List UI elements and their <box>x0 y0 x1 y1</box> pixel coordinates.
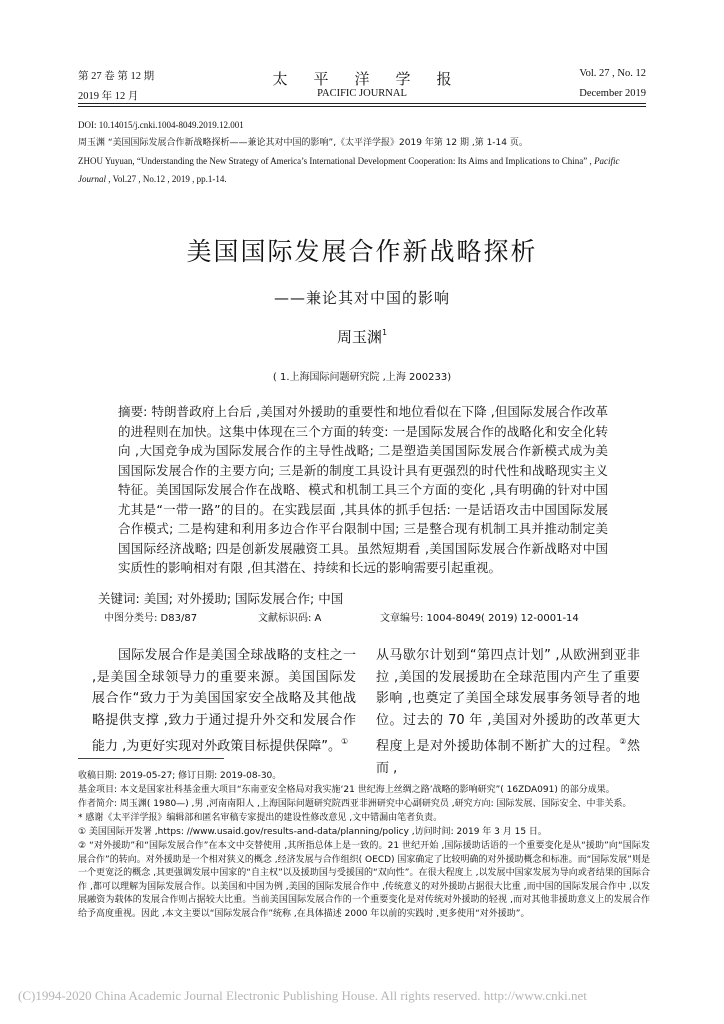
journal-name-en: PACIFIC JOURNAL <box>317 88 407 99</box>
acknowledgement: * 感谢《太平洋学报》编辑部和匿名审稿专家提出的建设性修改意见 ,文中错漏由笔者负责。 <box>78 813 443 823</box>
citation-en-journal-cont: Journal <box>78 174 106 184</box>
author <box>0 326 724 347</box>
author-bio: 作者简介: 周玉渊( 1980—) ,男 ,河南南阳人 ,上海国际问题研究院西亚非洲研究中心副研究员 ,研究方向: 国际发展、国际安全、中非关系。 <box>78 799 632 809</box>
author-name: 周玉渊 <box>336 328 382 346</box>
journal-name-cn: 太平洋学报 <box>272 70 478 88</box>
keywords <box>98 589 343 607</box>
clc-number: 中图分类号: D83/87 <box>104 613 198 624</box>
citation-en-line1 <box>78 152 646 171</box>
copyright-watermark: (C)1994-2020 China Academic Journal Electronic Publishing House. All rights reserved. http://www.cnki.net <box>18 988 587 1003</box>
date-en: December 2019 <box>579 88 646 99</box>
citation-en-journal: Pacific <box>594 156 620 166</box>
footnote-2: ② “对外援助”和“国际发展合作”在本文中交替使用 ,其所指总体上是一致的。21 世纪开始 ,国际援助话语的一个重要变化是从“援助”向“国际发展合作”的转向。对外援助是一个相对狭义的概念 ,经济发展与合作组织( OECD) 国家确定了比较明确的对外援助概念和标准。而“国际发展”则是一个更宽泛的概念 ,其更强调发展中国家的“自主权”以及援助国与受援国的“双向性”。在很大程度上 ,以发展中国家发展为导向或者结果的国际合作 ,都可以理解为国际发展合作。以美国和中国为例 ,美国的国际发展合作中 ,传统意义的对外援助占据很大比重 ,而中国的国际发展合作中 ,以发展融资为载体的发展合作则占据较大比重。当前美国国际发展合作的一个重要变化是对传统对外援助的轻视 ,而对其他非援助意义上的发展合作给予高度重视。因此 ,本文主要以“国际发展合作”统称 ,在具体描述 2000 年以前的实践时 ,更多使用“对外援助”。 <box>78 841 650 919</box>
article-subtitle: ——兼论其对中国的影响 <box>273 289 450 307</box>
citation-en-volume: , Vol.27 , No.12 , 2019 , pp.1-14. <box>106 174 227 184</box>
affiliation: ( 1.上海国际问题研究院 ,上海 200233) <box>272 372 452 383</box>
abstract-label: 摘要: <box>118 404 148 419</box>
date-cn: 2019 年 12 月 <box>78 91 139 102</box>
footnote-ref-1[interactable]: ① <box>341 737 349 746</box>
body-column-right <box>376 645 640 779</box>
article-title: 美国国际发展合作新战略探析 <box>186 237 538 266</box>
footnote-1[interactable]: ① 美国国际开发署 ,https: //www.usaid.gov/results-and-data/planning/policy ,访问时间: 2019 年 3 月 15 日。 <box>78 827 547 837</box>
body-column-left <box>92 645 356 758</box>
header-rule-top <box>78 103 646 104</box>
body-right-continuation: 然而 , <box>376 739 640 776</box>
body-left-text: 国际发展合作是美国全球战略的支柱之一 ,是美国全球领导力的重要来源。美国国际发展合作“致力于为美国国家安全战略及其他战略提供支撑 ,致力于通过提升外交和发展合作能力 ,为更好实现对外政策目标提供保障”。 <box>92 648 356 754</box>
citation-en-line2 <box>78 170 646 189</box>
footnote-divider <box>78 758 224 759</box>
citation-en-text: ZHOU Yuyuan, “Understanding the New Strategy of America’s International Development Cooperation: Its Aims and Implications to China” , <box>78 156 595 166</box>
doi[interactable]: DOI: 10.14015/j.cnki.1004-8049.2019.12.001 <box>78 120 244 130</box>
fund-project: 基金项目: 本文是国家社科基金重大项目“东南亚安全格局对我实施‘21 世纪海上丝绸之路’战略的影响研究”( 16ZDA091) 的部分成果。 <box>78 785 615 795</box>
footnote-ref-2[interactable]: ② <box>619 737 627 746</box>
keywords-label: 关键词: <box>98 591 140 606</box>
author-affiliation-marker: 1 <box>381 328 388 337</box>
document-code: 文献标识码: A <box>258 613 322 624</box>
keywords-text: 美国; 对外援助; 国际发展合作; 中国 <box>139 591 344 606</box>
volume-issue-cn: 第 27 卷 第 12 期 <box>78 71 155 82</box>
header-rule-bottom <box>78 106 646 107</box>
received-date: 收稿日期: 2019-05-27; 修订日期: 2019-08-30。 <box>78 771 282 781</box>
article-number: 文章编号: 1004-8049( 2019) 12-0001-14 <box>380 613 579 624</box>
volume-issue-en: Vol. 27 , No. 12 <box>579 68 646 79</box>
abstract <box>118 402 608 578</box>
abstract-text: 特朗普政府上台后 ,美国对外援助的重要性和地位看似在下降 ,但国际发展合作改革的进程则在加快。这集中体现在三个方面的转变: 一是国际发展合作的战略化和安全化转向 ,大国竞争成为国际发展合作的主导性战略; 二是塑造美国国际发展合作新模式成为美国国际发展合作的主要方向; 三是新的制度工具设计具有更强烈的时代性和战略现实主义特征。美国国际发展合作在战略、模式和机制工具三个方面的变化 ,具有明确的针对中国尤其是“一带一路”的目的。在实践层面 ,其具体的抓手包括: 一是话语攻击中国国际发展合作模式; 二是构建和利用多边合作平台限制中国; 三是整合现有机制工具并推动制定美国国际经济战略; 四是创新发展融资工具。虽然短期看 ,美国国际发展合作新战略对中国实质性的影响相对有限 ,但其潜在、持续和长远的影响需要引起重视。 <box>118 404 608 575</box>
citation-cn: 周玉渊 “美国国际发展合作新战略探析——兼论其对中国的影响”,《太平洋学报》2019 年第 12 期 ,第 1-14 页。 <box>78 138 528 148</box>
body-right-text: 从马歇尔计划到“第四点计划” ,从欧洲到亚非拉 ,美国的发展援助在全球范围内产生了重要影响 ,也奠定了美国全球发展事务领导者的地位。过去的 70 年 ,美国对外援助的改革更大程度上是对外援助体制不断扩大的过程。 <box>376 648 640 754</box>
